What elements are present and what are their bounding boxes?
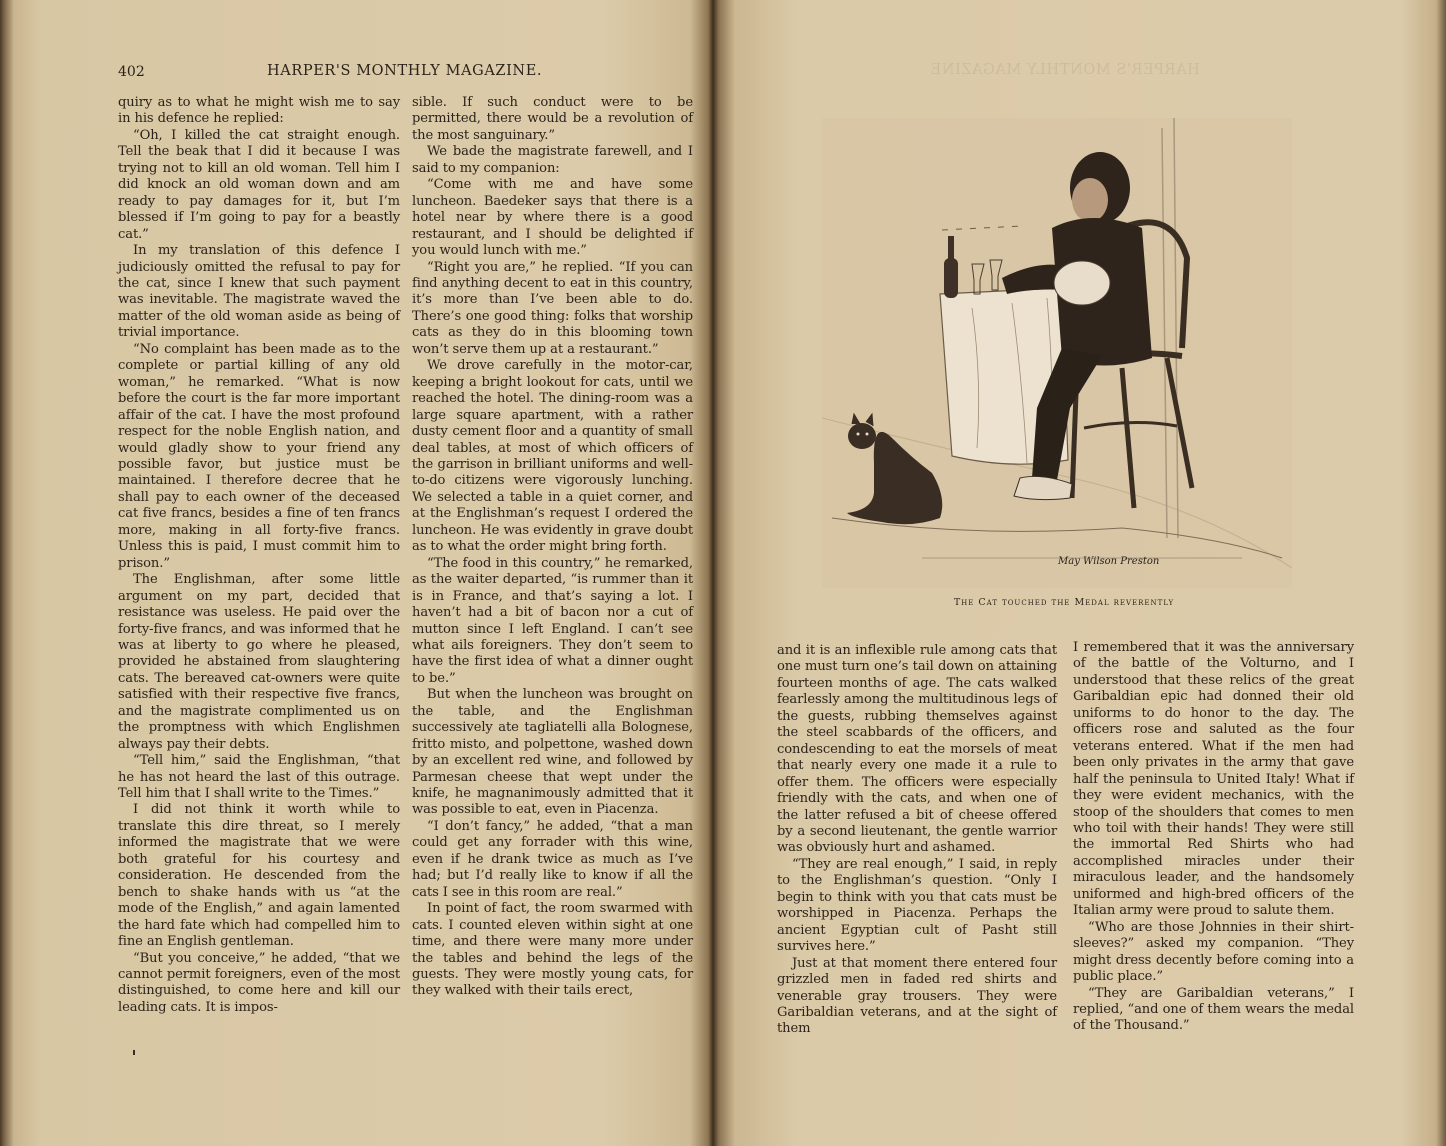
paragraph: We drove carefully in the motor-car, keeping a bright lookout for cats, until we reached the hotel. The dining-room was a large square apartment, with a rather dusty cement floor and a quantity of small deal tables, at most of which officers of the garrison in brilliant uniforms and well-to-do citizens were vigorously lunching. We selected a table in a quiet corner, and at the Englishman’s request I ordered the luncheon. He was evidently in grave doubt as to what the order might bring forth. [412, 358, 693, 555]
page-number: 402 [118, 64, 145, 80]
text-column-3 [777, 643, 1057, 1038]
text-column-4 [1073, 640, 1354, 1035]
text-column-2 [412, 95, 693, 1000]
paragraph: But when the luncheon was brought on the table, and the Englishman successively ate tagliatelli alla Bolognese, fritto misto, and polpettone, washed down by an excellent red wine, and followed by Parmesan cheese that wept under the knife, he magnanimously admitted that it was possible to eat, even in Piacenza. [412, 687, 693, 818]
paper-speck [133, 1050, 135, 1055]
show-through-running-head: HARPER'S MONTHLY MAGAZINE [930, 62, 1200, 78]
paragraph: In point of fact, the room swarmed with cats. I counted eleven within sight at one time, and there were many more under the tables and behind the legs of the guests. They were mostly young cats, for they walked with their tails erect, [412, 901, 693, 999]
paragraph: “Oh, I killed the cat straight enough. Tell the beak that I did it because I was trying not to kill an old woman. Tell him I did knock an old woman down and am ready to pay damages for it, but I’m blessed if I’m going to pay for a beastly cat.” [118, 127, 400, 242]
paragraph: The Englishman, after some little argument on my part, decided that resistance was useless. He paid over the forty-five francs, and was informed that he was at liberty to go where he pleased, provided he abstained from slaughtering cats. The bereaved cat-owners were quite satisfied with their respective five francs, and the magistrate complimented us on the promptness with which Englishmen always pay their debts. [118, 572, 400, 752]
paragraph: sible. If such conduct were to be permitted, there would be a revolution of the most sanguinary.” [412, 95, 693, 143]
paragraph: We bade the magistrate farewell, and I said to my companion: [412, 144, 693, 176]
illustration-man-and-cat [822, 118, 1292, 588]
paragraph: I remembered that it was the anniversary of the battle of the Volturno, and I understood that these relics of the great Garibaldian epic had donned their old uniforms to do honor to the day. The officers rose and saluted as the four veterans entered. What if the men had been only privates in the army that gave half the peninsula to United Italy! What if they were evident mechanics, with the stoop of the shoulders that comes to men who toil with their hands! They were still the immortal Red Shirts who had accomplished miracles under their miraculous leader, and the handsomely uniformed and high-bred officers of the Italian army were proud to salute them. [1073, 640, 1354, 919]
running-head: HARPER'S MONTHLY MAGAZINE. [267, 63, 543, 79]
paragraph: “Tell him,” said the Englishman, “that he has not heard the last of this outrage. Tell him that I shall write to the Times.” [118, 753, 400, 802]
text-column-1 [118, 95, 400, 1016]
paragraph: I did not think it worth while to translate this dire threat, so I merely informed the magistrate that we were both grateful for his courtesy and consideration. He descended from the bench to shake hands with us “at the mode of the English,” and again lamented the hard fate which had compelled him to fine an English gentleman. [118, 802, 400, 950]
paragraph: “Who are those Johnnies in their shirt-sleeves?” asked my companion. “They might dress decently before coming into a public place.” [1073, 919, 1354, 985]
paragraph: “Come with me and have some luncheon. Baedeker says that there is a hotel near by where there is a good restaurant, and I should be delighted if you would lunch with me.” [412, 177, 693, 259]
paragraph: “But you conceive,” he added, “that we cannot permit foreigners, even of the most distinguished, to come here and kill our leading cats. It is impos- [118, 950, 400, 1015]
illustration-caption: The Cat touched the Medal reverently [953, 597, 1175, 608]
artist-signature: May Wilson Preston [1058, 556, 1160, 567]
paragraph: “No complaint has been made as to the complete or partial killing of any old woman,” he remarked. “What is now before the court is the far more important affair of the cat. I have the most profound respect for the noble English nation, and would gladly show to your friend any possible favor, but justice must be maintained. I therefore decree that he shall pay to each owner of the deceased cat five francs, besides a fine of ten francs more, making in all forty-five francs. Unless this is paid, I must commit him to prison.” [118, 341, 400, 571]
paragraph: In my translation of this defence I judiciously omitted the refusal to pay for the cat, since I knew that such payment was inevitable. The magistrate waved the matter of the old woman aside as being of trivial importance. [118, 243, 400, 341]
paragraph: “Right you are,” he replied. “If you can find anything decent to eat in this country, it’s more than I’ve been able to do. There’s one good thing: folks that worship cats as they do in this blooming town won’t serve them up at a restaurant.” [412, 259, 693, 357]
paragraph: and it is an inflexible rule among cats that one must turn one’s tail down on attaining fourteen months of age. The cats walked fearlessly among the multitudinous legs of the guests, rubbing themselves against the steel scabbards of the officers, and condescending to eat the morsels of meat that nearly every one made it a rule to offer them. The officers were especially friendly with the cats, and when one of the latter refused a bit of cheese offered by a second lieutenant, the gentle warrior was obviously hurt and ashamed. [777, 643, 1057, 856]
paragraph: Just at that moment there entered four grizzled men in faded red shirts and venerable gray trousers. They were Garibaldian veterans, and at the sight of them [777, 955, 1057, 1037]
paragraph: “They are real enough,” I said, in reply to the Englishman’s question. “Only I begin to think with you that cats must be worshipped in Piacenza. Perhaps the ancient Egyptian cult of Pasht still survives here.” [777, 856, 1057, 955]
paragraph: quiry as to what he might wish me to say in his defence he replied: [118, 95, 400, 127]
paragraph: “I don’t fancy,” he added, “that a man could get any forrader with this wine, even if he drank twice as much as I’ve had; but I’d really like to know if all the cats I see in this room are real.” [412, 818, 693, 900]
paragraph: “The food in this country,” he remarked, as the waiter departed, “is rummer than it is in France, and that’s saying a lot. I haven’t had a bit of bacon nor a cut of mutton since I left England. I can’t see what ails foreigners. They don’t seem to have the first idea of what a dinner ought to be.” [412, 555, 693, 686]
paragraph: “They are Garibaldian veterans,” I replied, “and one of them wears the medal of the Thousand.” [1073, 985, 1354, 1034]
